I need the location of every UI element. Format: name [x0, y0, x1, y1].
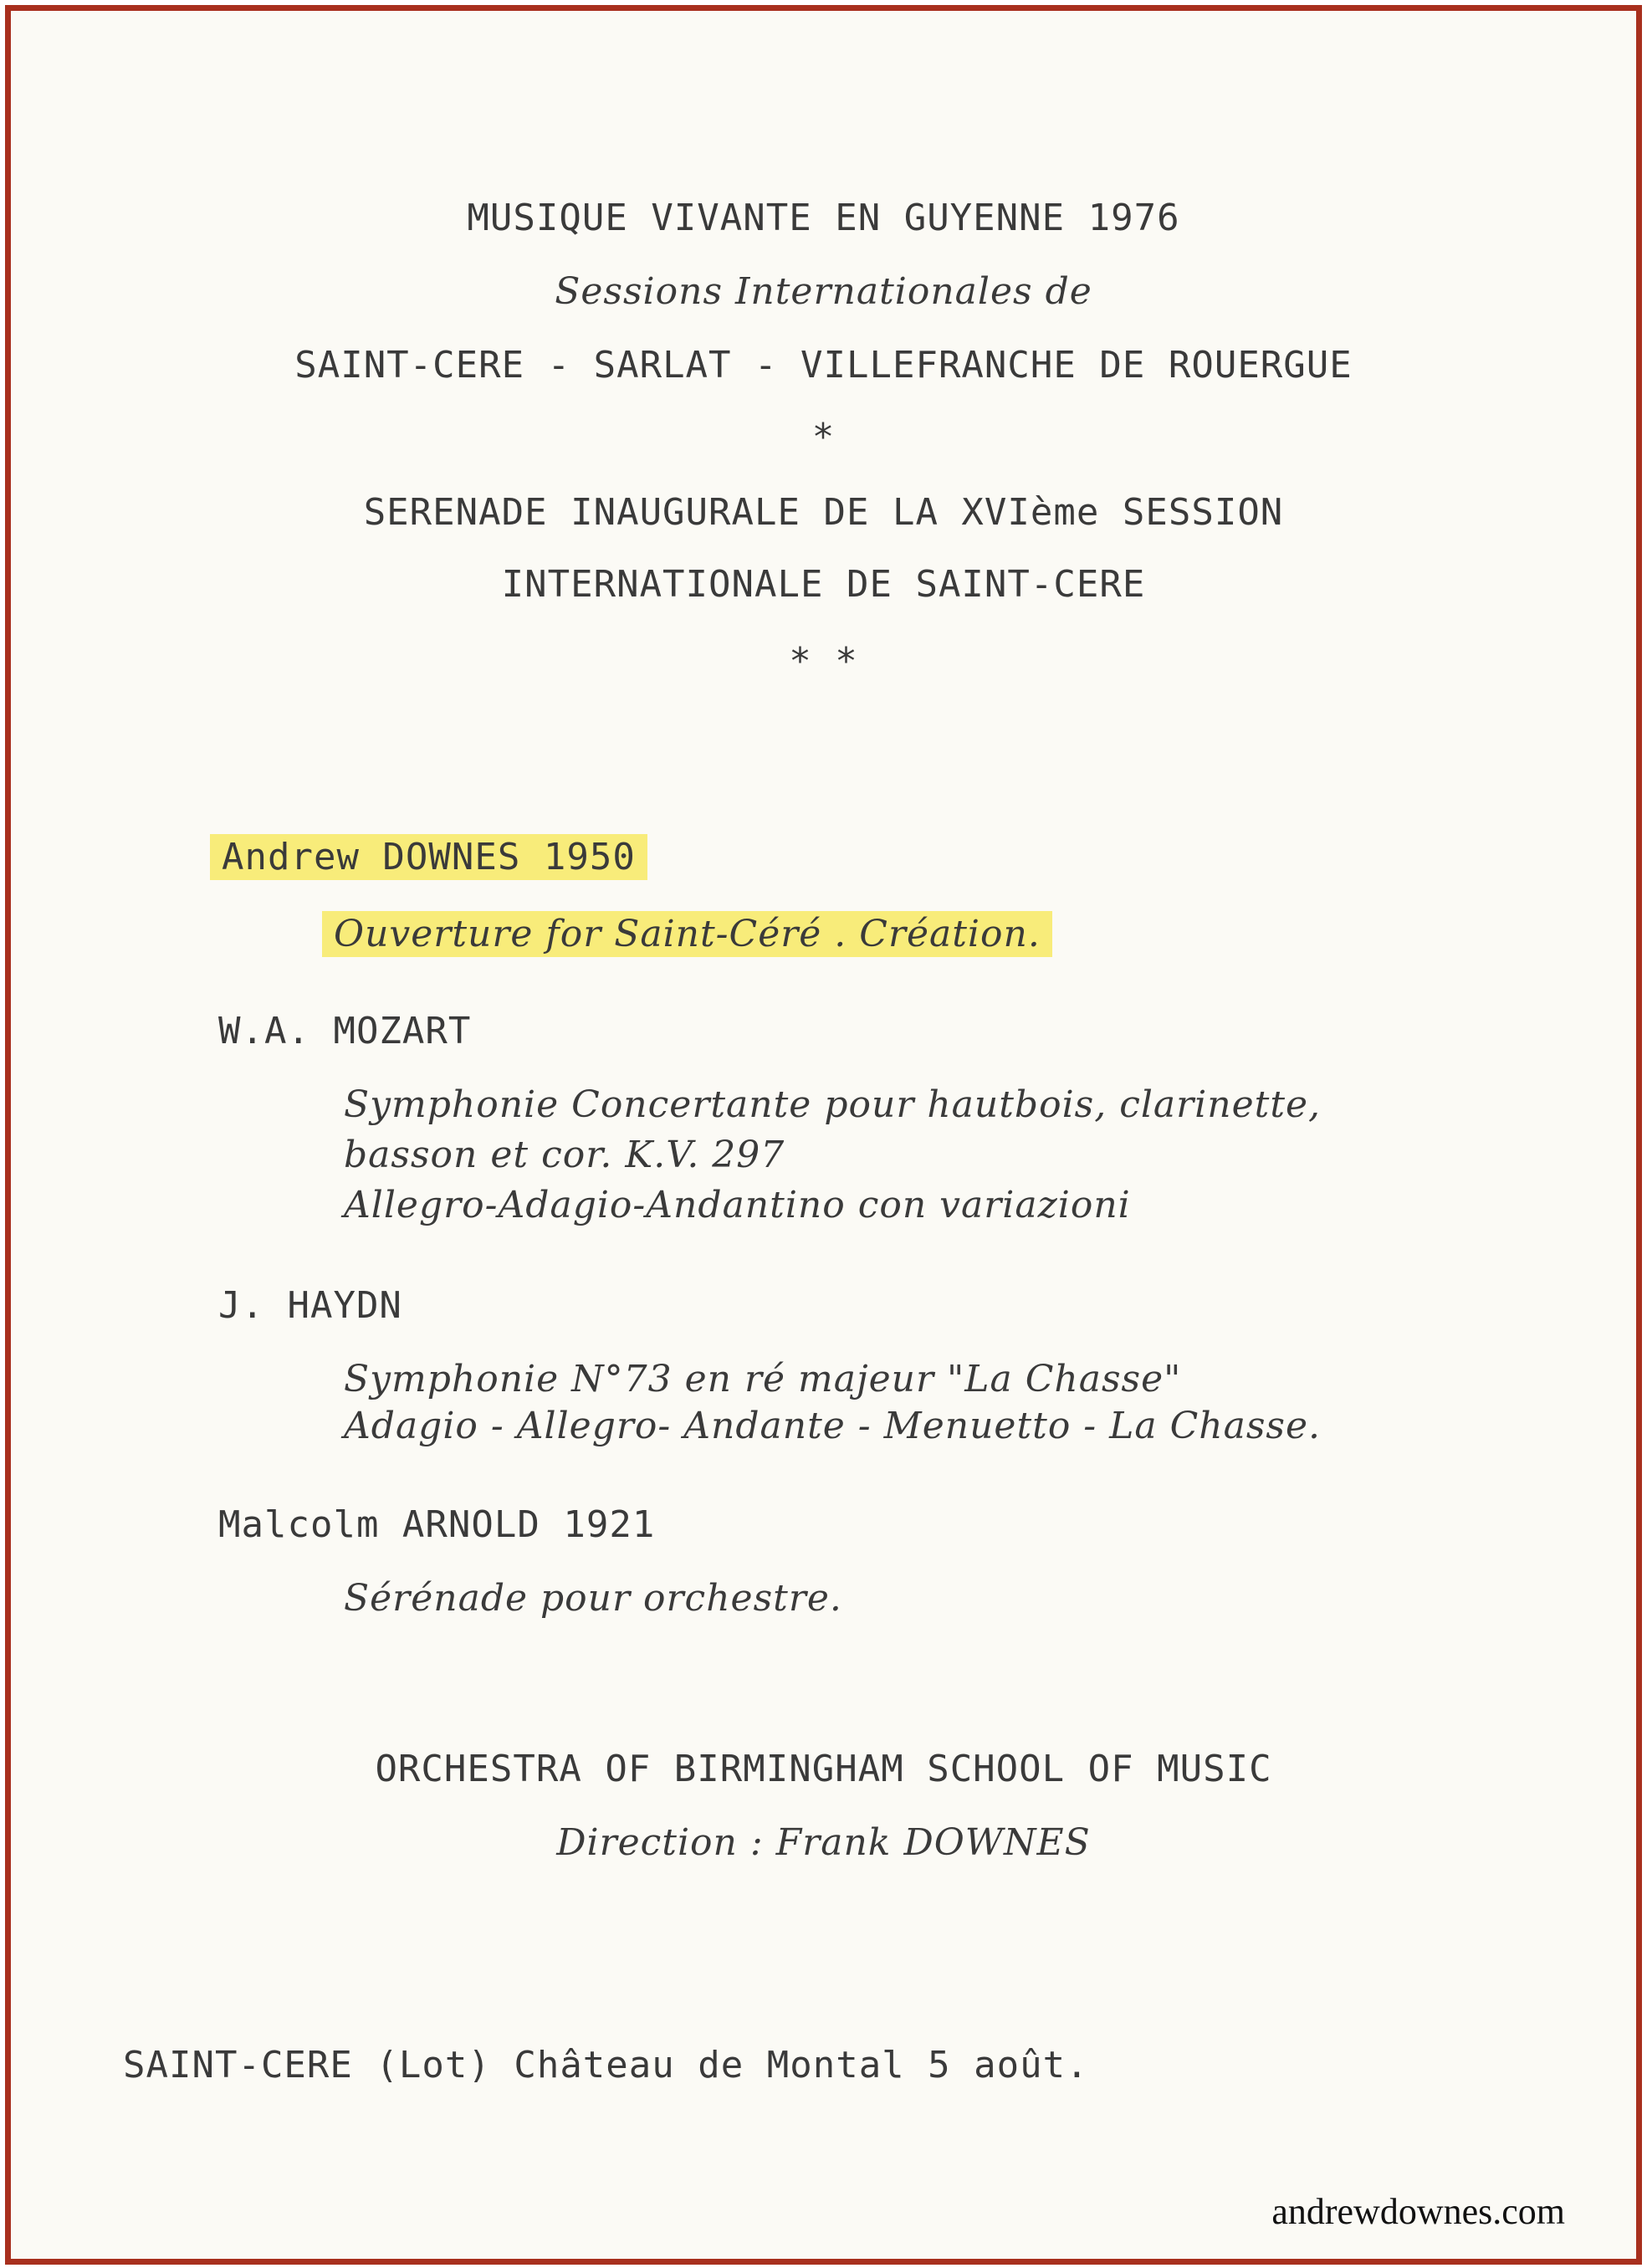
program-work-mozart-line-3: Allegro-Adagio-Andantino con variazioni [344, 1184, 1131, 1226]
event-title-line-1: SERENADE INAUGURALE DE LA XVIème SESSION [363, 491, 1284, 534]
program-composer-haydn: J. HAYDN [218, 1284, 402, 1327]
header-separator-1: * [811, 416, 836, 458]
program-work-haydn-line-2: Adagio - Allegro- Andante - Menuetto - La Chasse. [344, 1405, 1322, 1447]
work-highlight: Ouverture for Saint-Céré . Création. [322, 911, 1052, 957]
event-title-line-2: INTERNATIONALE DE SAINT-CERE [501, 563, 1146, 606]
document-page [5, 5, 1642, 2265]
program-work-arnold: Sérénade pour orchestre. [344, 1577, 842, 1620]
composer-highlight: Andrew DOWNES 1950 [210, 834, 647, 880]
program-work-downes [322, 911, 1052, 958]
header-subtitle: Sessions Internationales de [555, 270, 1092, 313]
conductor-direction: Direction : Frank DOWNES [556, 1821, 1091, 1864]
program-composer-downes [210, 834, 647, 881]
orchestra-name: ORCHESTRA OF BIRMINGHAM SCHOOL OF MUSIC [375, 1748, 1272, 1790]
header-locations: SAINT-CERE - SARLAT - VILLEFRANCHE DE ROUERGUE [294, 344, 1353, 387]
program-composer-mozart: W.A. MOZART [218, 1010, 472, 1052]
header-title: MUSIQUE VIVANTE EN GUYENNE 1976 [467, 197, 1180, 239]
program-work-mozart-line-2: basson et cor. K.V. 297 [344, 1134, 785, 1176]
venue-date: SAINT-CERE (Lot) Château de Montal 5 août. [123, 2044, 1089, 2086]
website-watermark: andrewdownes.com [1271, 2191, 1565, 2232]
program-work-haydn-line-1: Symphonie N°73 en ré majeur "La Chasse" [344, 1358, 1182, 1400]
program-composer-arnold: Malcolm ARNOLD 1921 [218, 1503, 656, 1546]
program-work-mozart-line-1: Symphonie Concertante pour hautbois, clarinette, [344, 1083, 1322, 1126]
header-separator-2: * * [789, 640, 858, 683]
